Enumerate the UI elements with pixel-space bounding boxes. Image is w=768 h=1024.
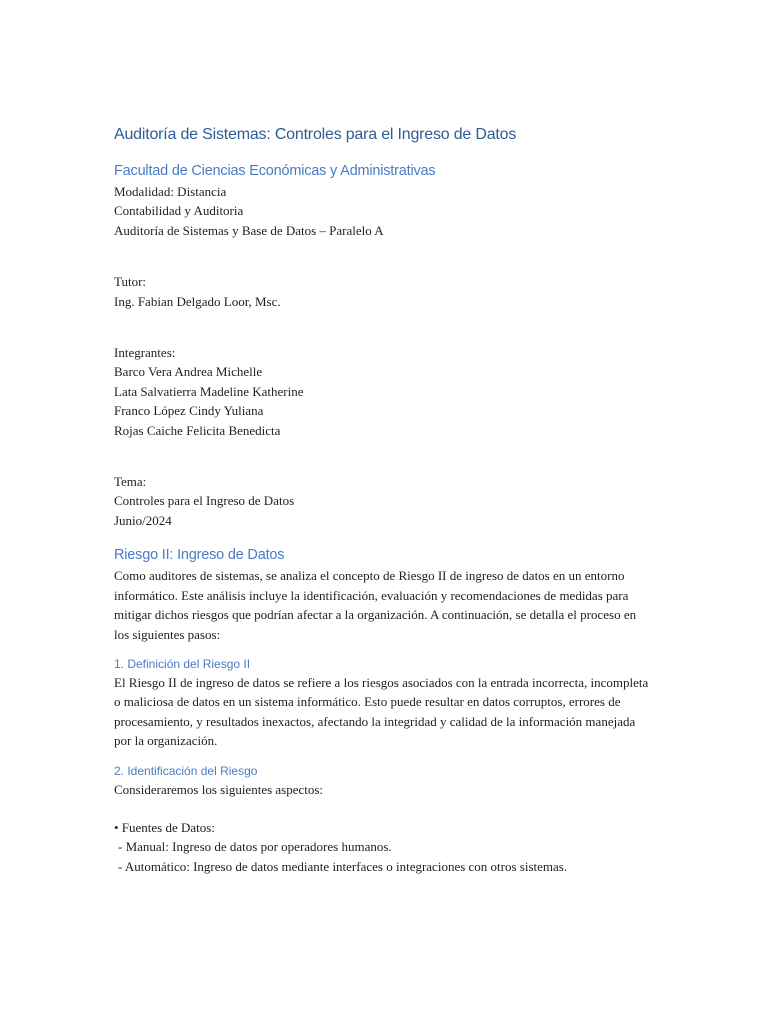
bullet-title: • Fuentes de Datos: xyxy=(114,819,215,835)
member-item: Lata Salvatierra Madeline Katherine xyxy=(114,383,304,399)
info-line-modalidad: Modalidad: Distancia xyxy=(114,184,227,199)
document-date: Junio/2024 xyxy=(114,512,172,528)
tema-value: Controles para el Ingreso de Datos xyxy=(114,493,295,509)
section-title: Riesgo II: Ingreso de Datos xyxy=(114,547,285,564)
intro-paragraph: Como auditores de sistemas, se analiza el concepto de Riesgo II de ingreso de datos en un entorno informático. Este análisis incluye la identificación, evaluación y recomendaciones de medidas para mitigar dichos riesgos que podrían afectar a la organización. A continuación, se detalla el proceso en los siguientes pasos: xyxy=(114,568,637,642)
member-item: Barco Vera Andrea Michelle xyxy=(114,364,263,380)
document-body xyxy=(114,123,654,876)
subsection-1-title: 1. Definición del Riesgo II xyxy=(114,656,251,671)
faculty-heading: Facultad de Ciencias Económicas y Administrativas xyxy=(114,163,436,179)
subsection-2-intro: Consideraremos los siguientes aspectos: xyxy=(114,781,324,797)
tutor-name: Ing. Fabian Delgado Loor, Msc. xyxy=(114,293,281,309)
tema-label: Tema: xyxy=(114,474,147,490)
members-label: Integrantes: xyxy=(114,345,176,361)
info-line-materia: Auditoría de Sistemas y Base de Datos – Paralelo A xyxy=(114,222,384,238)
tutor-label: Tutor: xyxy=(114,274,147,290)
subsection-1-paragraph: El Riesgo II de ingreso de datos se refiere a los riesgos asociados con la entrada incorrecta, incompleta o maliciosa de datos en un sistema informático. Esto puede resultar en datos corruptos, errores de procesamiento, y resultados inexactos, afectando la integridad y calidad de la información manejada por la organización. xyxy=(114,674,649,749)
info-line-carrera: Contabilidad y Auditoria xyxy=(114,203,244,219)
member-item: Franco López Cindy Yuliana xyxy=(114,403,264,419)
bullet-item: - Automático: Ingreso de datos mediante interfaces o integraciones con otros sistemas. xyxy=(118,858,568,874)
member-item: Rojas Caiche Felicita Benedicta xyxy=(114,422,281,438)
bullet-item: - Manual: Ingreso de datos por operadores humanos. xyxy=(118,839,392,855)
document-title: Auditoría de Sistemas: Controles para el Ingreso de Datos xyxy=(114,126,517,143)
subsection-2-title: 2. Identificación del Riesgo xyxy=(114,763,258,778)
